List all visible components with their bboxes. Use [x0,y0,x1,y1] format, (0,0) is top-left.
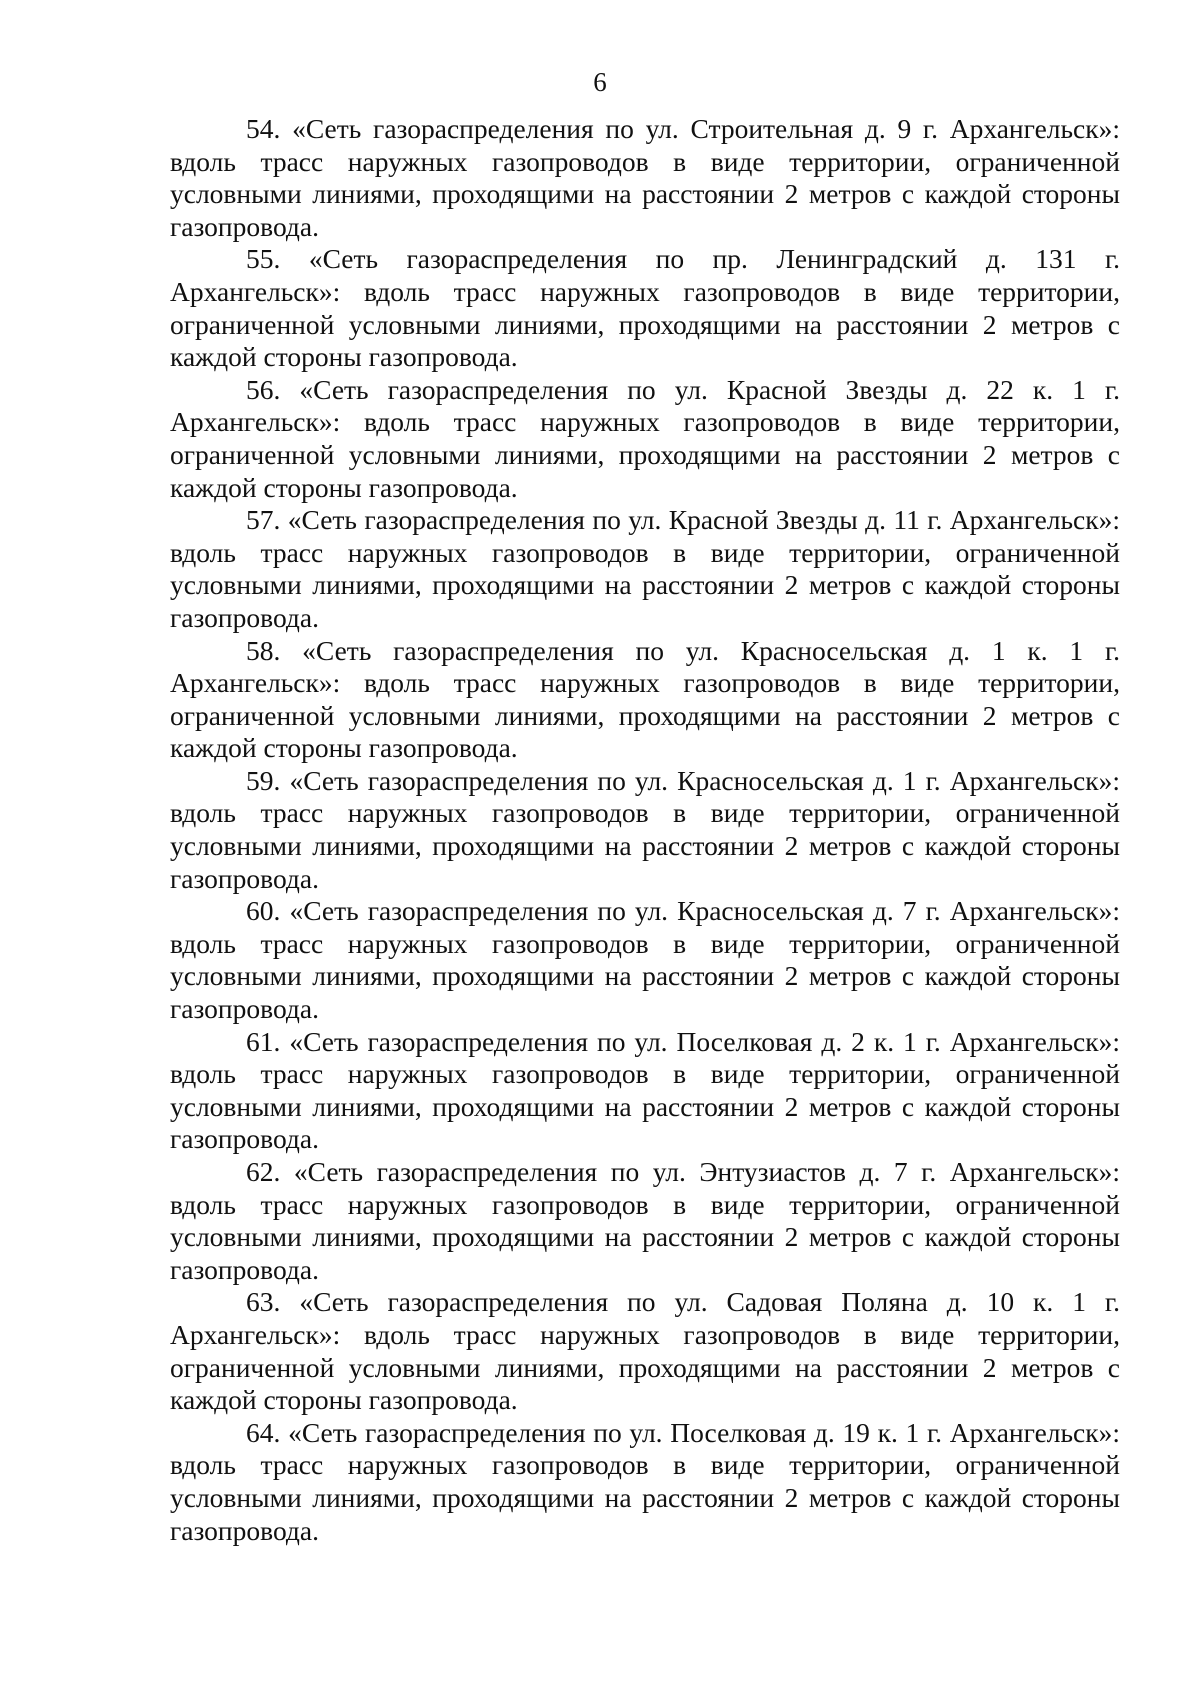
list-item-54: 54. «Сеть газораспределения по ул. Строительная д. 9 г. Архангельск»: вдоль трасс наружных газопроводов в виде территории, ограниченной условными линиями, проходящими на расстоянии 2 метров с каждой стороны газопровода. [170,113,1120,242]
list-item-61: 61. «Сеть газораспределения по ул. Поселковая д. 2 к. 1 г. Архангельск»: вдоль трасс наружных газопроводов в виде территории, ограниченной условными линиями, проходящими на расстоянии 2 метров с каждой стороны газопровода. [170,1025,1120,1155]
document-body [170,113,1120,1547]
list-item-55: 55. «Сеть газораспределения по пр. Ленинградский д. 131 г. Архангельск»: вдоль трасс наружных газопроводов в виде территории, ограниченной условными линиями, проходящими на расстоянии 2 метров с каждой стороны газопровода. [170,243,1120,373]
list-item-62: 62. «Сеть газораспределения по ул. Энтузиастов д. 7 г. Архангельск»: вдоль трасс наружных газопроводов в виде территории, ограниченной условными линиями, проходящими на расстоянии 2 метров с каждой стороны газопровода. [170,1156,1120,1285]
list-item-60: 60. «Сеть газораспределения по ул. Красносельская д. 7 г. Архангельск»: вдоль трасс наружных газопроводов в виде территории, ограниченной условными линиями, проходящими на расстоянии 2 метров с каждой стороны газопровода. [170,895,1120,1025]
list-item-57: 57. «Сеть газораспределения по ул. Красной Звезды д. 11 г. Архангельск»: вдоль трасс наружных газопроводов в виде территории, ограниченной условными линиями, проходящими на расстоянии 2 метров с каждой стороны газопровода. [170,504,1120,633]
list-item-64: 64. «Сеть газораспределения по ул. Поселковая д. 19 к. 1 г. Архангельск»: вдоль трасс наружных газопроводов в виде территории, ограниченной условными линиями, проходящими на расстоянии 2 метров с каждой стороны газопровода. [170,1416,1120,1546]
list-item-63: 63. «Сеть газораспределения по ул. Садовая Поляна д. 10 к. 1 г. Архангельск»: вдоль трасс наружных газопроводов в виде территории, ограниченной условными линиями, проходящими на расстоянии 2 метров с каждой стороны газопровода. [170,1286,1120,1416]
list-item-58: 58. «Сеть газораспределения по ул. Красносельская д. 1 к. 1 г. Архангельск»: вдоль трасс наружных газопроводов в виде территории, ограниченной условными линиями, проходящими на расстоянии 2 метров с каждой стороны газопровода. [170,634,1120,764]
page-number: 6 [593,67,607,97]
list-item-56: 56. «Сеть газораспределения по ул. Красной Звезды д. 22 к. 1 г. Архангельск»: вдоль трасс наружных газопроводов в виде территории, ограниченной условными линиями, проходящими на расстоянии 2 метров с каждой стороны газопровода. [170,373,1120,503]
list-item-59: 59. «Сеть газораспределения по ул. Красносельская д. 1 г. Архангельск»: вдоль трасс наружных газопроводов в виде территории, ограниченной условными линиями, проходящими на расстоянии 2 метров с каждой стороны газопровода. [170,764,1120,894]
